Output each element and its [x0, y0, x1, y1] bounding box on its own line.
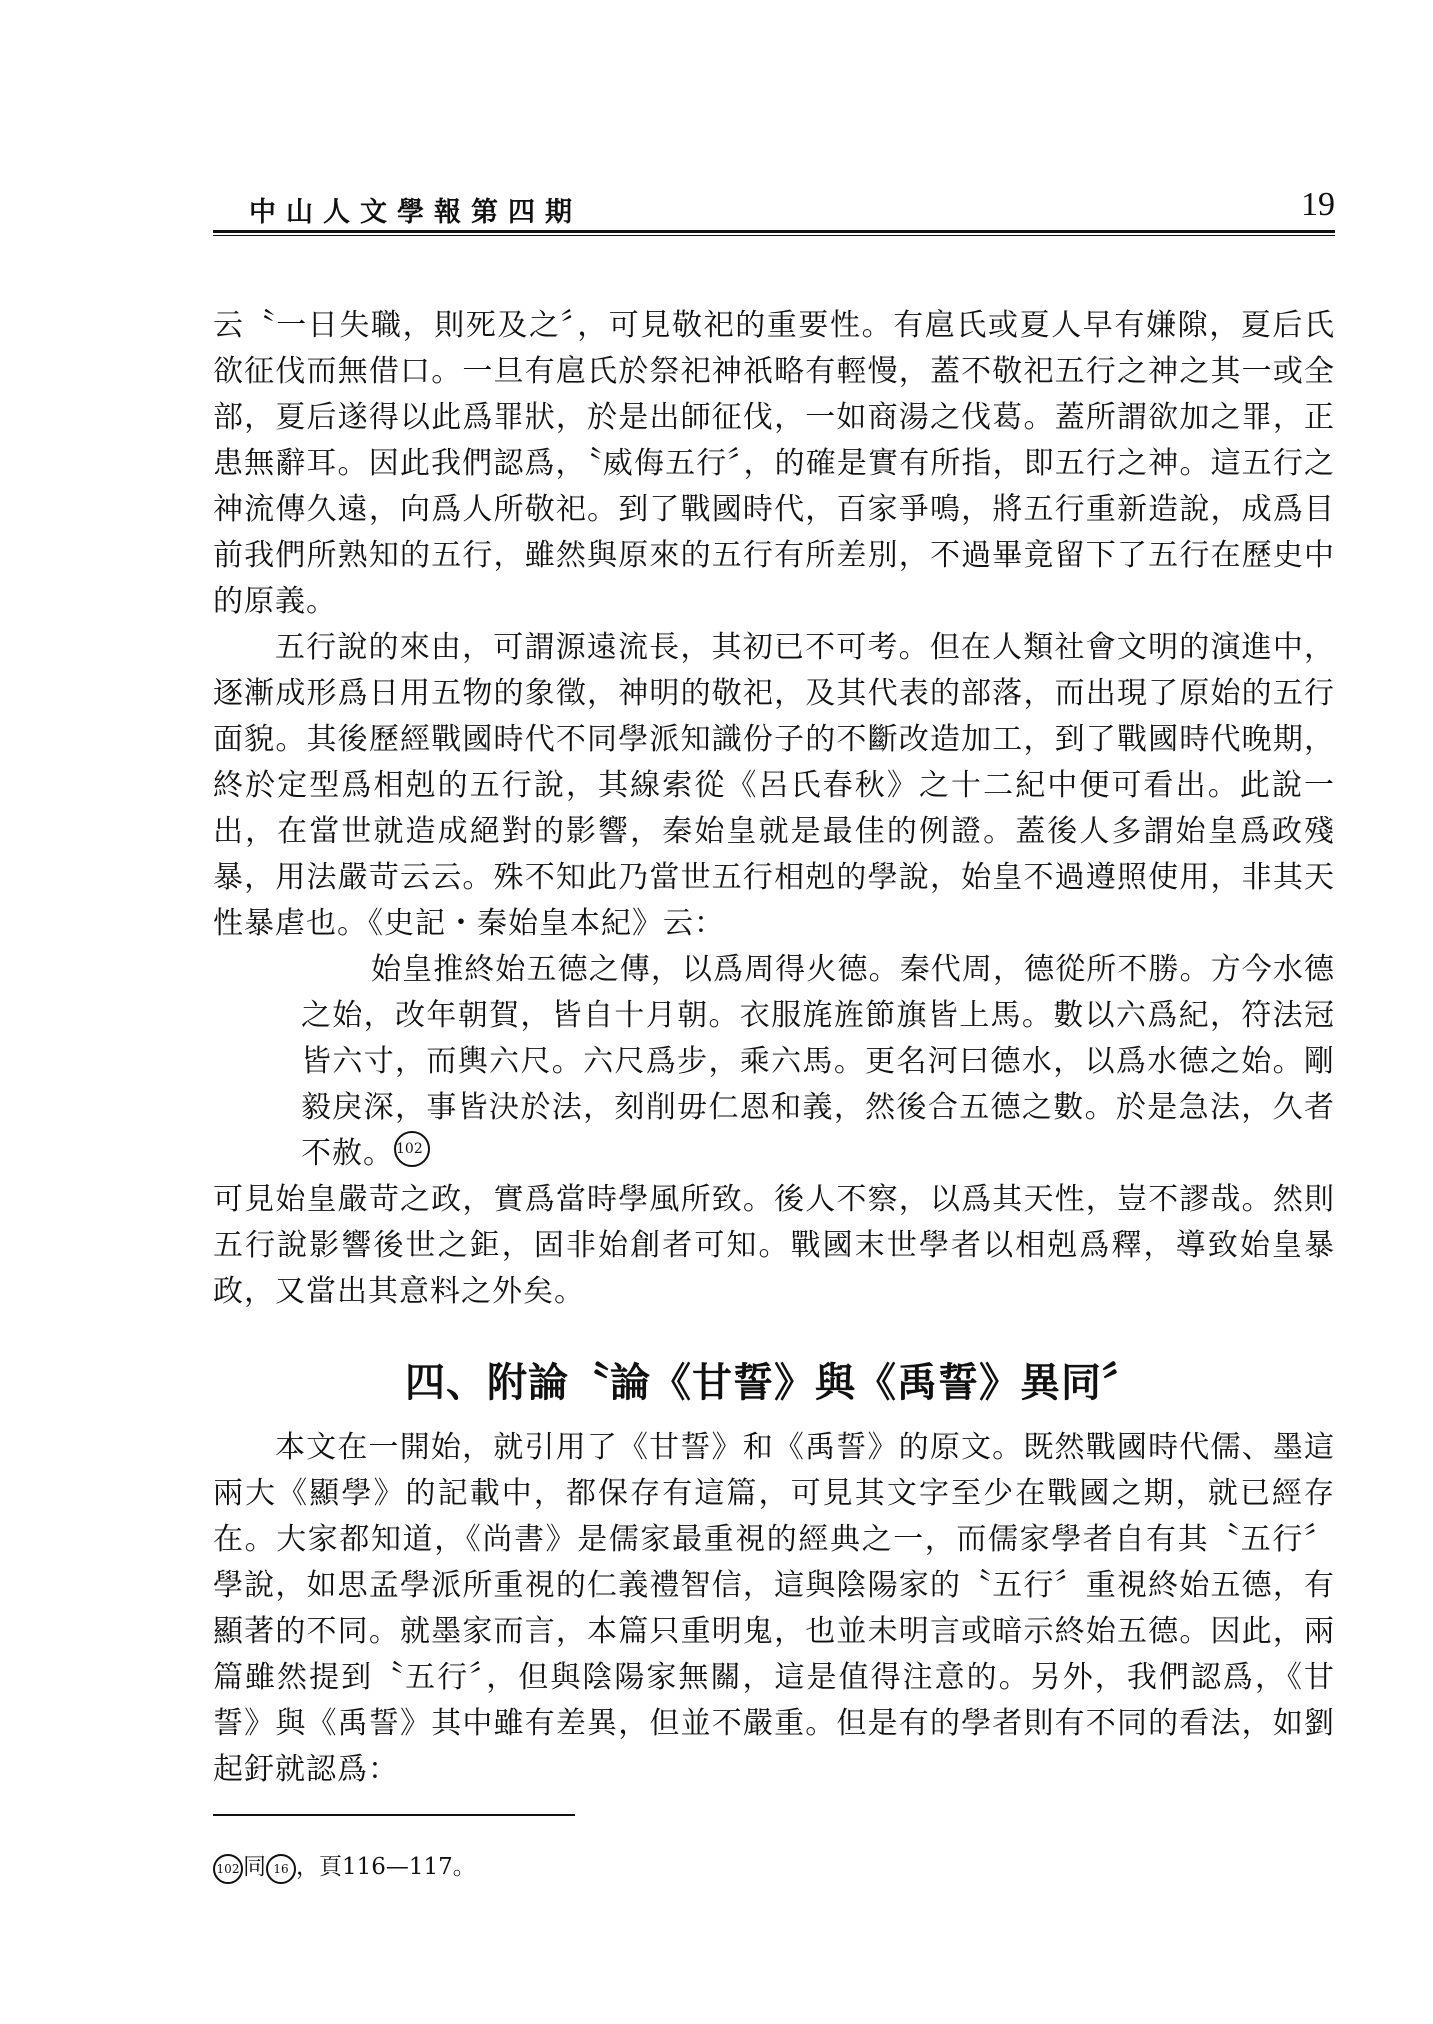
page-number: 19: [1301, 186, 1335, 223]
block-quote-text: 始皇推終始五德之傳，以爲周得火德。秦代周，德從所不勝。方今水德之始，改年朝賀，皆自十月朝。衣服旄旌節旗皆上馬。數以六爲紀，符法冠皆六寸，而輿六尺。六尺爲步，乘六馬。更名河曰德水，以爲水德之始。剛毅戾深，事皆決於法，刻削毋仁恩和義，然後合五德之數。於是急法，久者不赦。: [301, 952, 1335, 1171]
footnote-ref-102[interactable]: 102: [394, 1131, 430, 1167]
running-header: [213, 186, 1335, 230]
footnote-102: [213, 1852, 476, 1884]
main-text: [213, 303, 1335, 1793]
paragraph-3: 可見始皇嚴苛之政，實爲當時學風所致。後人不察，以爲其天性，豈不謬哉。然則五行說影響後世之鉅，固非始創者可知。戰國末世學者以相剋爲釋，導致始皇暴政，又當出其意料之外矣。: [213, 1182, 1335, 1309]
footnote-ref-number[interactable]: 16: [266, 1854, 296, 1884]
footnote-number: 102: [213, 1854, 243, 1884]
block-quote: [301, 947, 1335, 1177]
section-heading: 四、附論〝論《甘誓》與《禹誓》異同〞: [405, 1360, 1143, 1406]
journal-name: 中山人文學報第四期: [249, 197, 582, 228]
paragraph-2: 五行說的來由，可謂源遠流長，其初已不可考。但在人類社會文明的演進中，逐漸成形爲日用五物的象徵，神明的敬祀，及其代表的部落，而出現了原始的五行面貌。其後歷經戰國時代不同學派知識份子的不斷改造加工，到了戰國時代晚期，終於定型爲相剋的五行說，其線索從《呂氏春秋》之十二紀中便可看出。此說一出，在當世就造成絕對的影響，秦始皇就是最佳的例證。蓋後人多謂始皇爲政殘暴，用法嚴苛云云。殊不知此乃當世五行相剋的學說，始皇不過遵照使用，非其天性暴虐也。《史記・秦始皇本紀》云：: [213, 630, 1335, 941]
footnote-rule: [213, 1814, 575, 1816]
paragraph-1: 云〝一日失職，則死及之〞，可見敬祀的重要性。有扈氏或夏人早有嫌隙，夏后氏欲征伐而無借口。一旦有扈氏於祭祀神祇略有輕慢，蓋不敬祀五行之神之其一或全部，夏后遂得以此爲罪狀，於是出師征伐，一如商湯之伐葛。蓋所謂欲加之罪，正患無辭耳。因此我們認爲，〝威侮五行〞，的確是實有所指，即五行之神。這五行之神流傳久遠，向爲人所敬祀。到了戰國時代，百家爭鳴，將五行重新造說，成爲目前我們所熟知的五行，雖然與原來的五行有所差別，不過畢竟留下了五行在歷史中的原義。: [213, 308, 1335, 619]
footnote-post-text: ，頁116—117。: [296, 1854, 476, 1880]
header-rule: [213, 230, 1335, 236]
footnote-pre-text: 同: [243, 1854, 266, 1880]
paragraph-4: 本文在一開始，就引用了《甘誓》和《禹誓》的原文。既然戰國時代儒、墨這兩大《顯學》的記載中，都保存有這篇，可見其文字至少在戰國之期，就已經存在。大家都知道，《尚書》是儒家最重視的經典之一，而儒家學者自有其〝五行〞學說，如思孟學派所重視的仁義禮智信，這與陰陽家的〝五行〞重視終始五德，有顯著的不同。就墨家而言，本篇只重明鬼，也並未明言或暗示終始五德。因此，兩篇雖然提到〝五行〞，但與陰陽家無關，這是值得注意的。另外，我們認爲，《甘誓》與《禹誓》其中雖有差異，但並不嚴重。但是有的學者則有不同的看法，如劉起釪就認爲：: [213, 1430, 1335, 1787]
